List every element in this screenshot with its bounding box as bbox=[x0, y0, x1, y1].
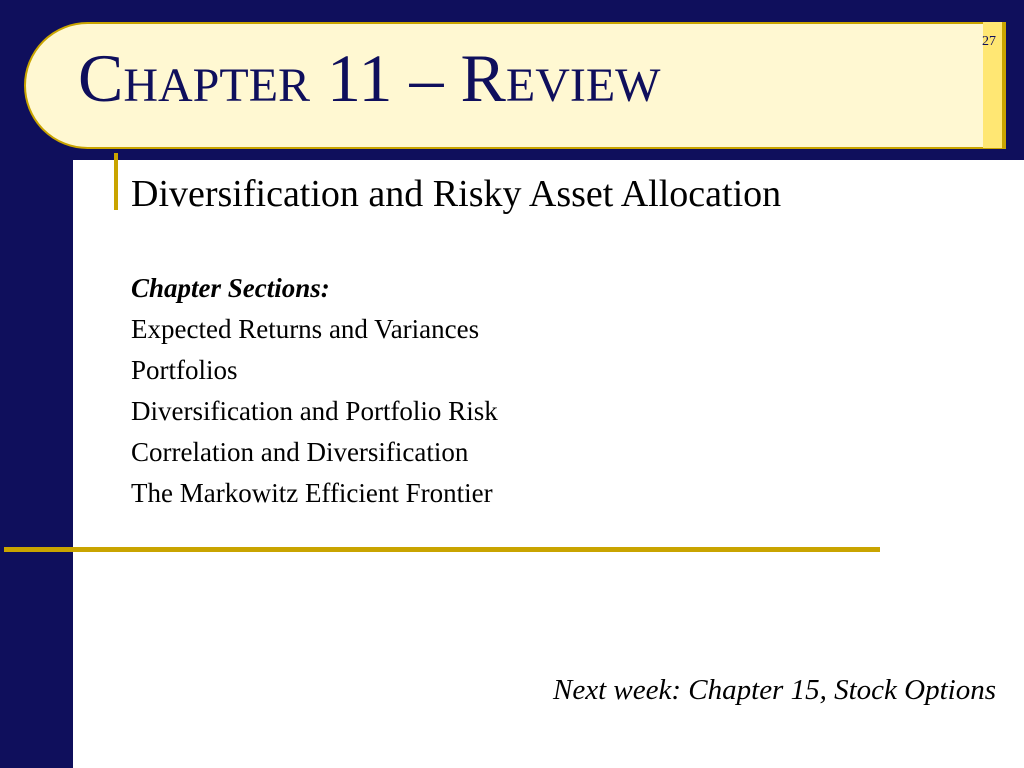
sections-heading: Chapter Sections: bbox=[131, 273, 330, 303]
page-number: 27 bbox=[982, 34, 996, 49]
section-item: Diversification and Portfolio Risk bbox=[131, 396, 498, 426]
section-item: Expected Returns and Variances bbox=[131, 314, 480, 344]
section-item: The Markowitz Efficient Frontier bbox=[131, 478, 493, 508]
section-item: Portfolios bbox=[131, 355, 238, 385]
slide-subtitle: Diversification and Risky Asset Allocation bbox=[131, 173, 782, 215]
next-week-note: Next week: Chapter 15, Stock Options bbox=[553, 674, 996, 706]
chapter-sections bbox=[131, 268, 498, 514]
subtitle-marker bbox=[114, 153, 118, 210]
section-item: Correlation and Diversification bbox=[131, 437, 469, 467]
divider-line bbox=[4, 547, 880, 552]
slide-title: Chapter 11 – Review bbox=[78, 40, 661, 116]
